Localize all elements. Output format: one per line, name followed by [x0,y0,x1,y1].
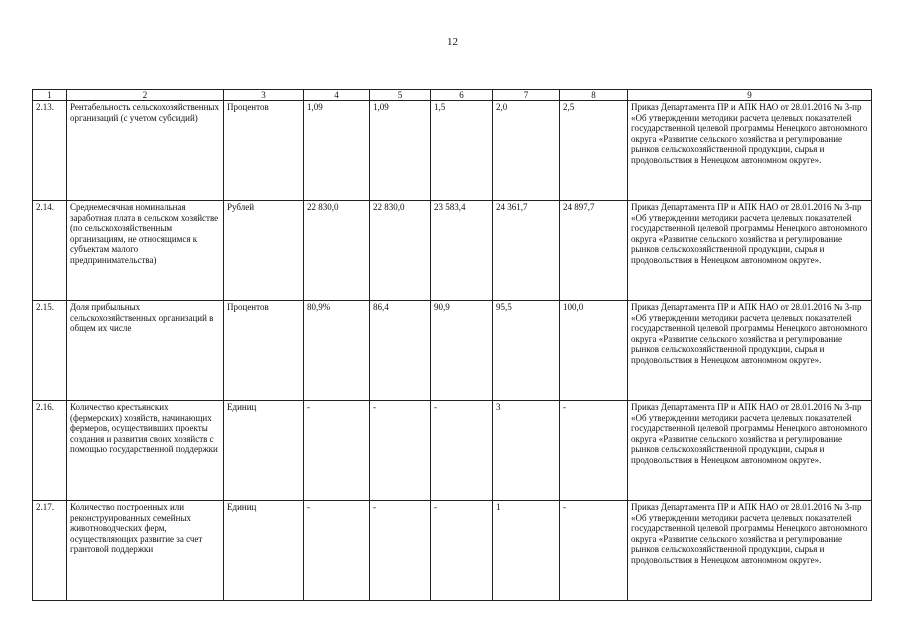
source-cell: Приказ Департамента ПР и АПК НАО от 28.01.2016 № 3-пр «Об утверждении методики расчета целевых показателей государственной целевой программы Ненецкого автономного округа «Развитие сельского хозяйства и регулирование рынков сельскохозяйственной продукции, сырья и продовольствия в Ненецком автономном округе». [628,301,872,401]
column-header: 5 [370,90,431,101]
unit-cell: Рублей [224,201,304,301]
column-header: 8 [560,90,628,101]
value-cell: 24 897,7 [560,201,628,301]
value-cell: 95,5 [493,301,560,401]
value-cell: - [431,501,493,601]
value-cell: 2,0 [493,101,560,201]
value-cell: - [304,401,370,501]
unit-cell: Единиц [224,401,304,501]
value-cell: 23 583,4 [431,201,493,301]
column-header: 1 [33,90,67,101]
source-cell: Приказ Департамента ПР и АПК НАО от 28.01.2016 № 3-пр «Об утверждении методики расчета целевых показателей государственной целевой программы Ненецкого автономного округа «Развитие сельского хозяйства и регулирование рынков сельскохозяйственной продукции, сырья и продовольствия в Ненецком автономном округе». [628,501,872,601]
value-cell: - [370,401,431,501]
row-number: 2.15. [33,301,67,401]
indicator-name: Количество крестьянских (фермерских) хозяйств, начинающих фермеров, осуществивших проекты создания и развития своих хозяйств с помощью государственной поддержки [67,401,224,501]
value-cell: 90,9 [431,301,493,401]
column-header: 3 [224,90,304,101]
unit-cell: Процентов [224,101,304,201]
value-cell: 1,09 [370,101,431,201]
column-header: 9 [628,90,872,101]
table-row [33,101,872,201]
table-row [33,201,872,301]
value-cell: 22 830,0 [370,201,431,301]
value-cell: 2,5 [560,101,628,201]
column-header: 7 [493,90,560,101]
value-cell: - [304,501,370,601]
header-row [33,90,872,101]
page-number: 12 [447,36,458,48]
indicators-table [32,89,872,601]
value-cell: 1,09 [304,101,370,201]
row-number: 2.14. [33,201,67,301]
value-cell: - [560,501,628,601]
unit-cell: Процентов [224,301,304,401]
source-cell: Приказ Департамента ПР и АПК НАО от 28.01.2016 № 3-пр «Об утверждении методики расчета целевых показателей государственной целевой программы Ненецкого автономного округа «Развитие сельского хозяйства и регулирование рынков сельскохозяйственной продукции, сырья и продовольствия в Ненецком автономном округе». [628,401,872,501]
value-cell: 80,9% [304,301,370,401]
value-cell: 24 361,7 [493,201,560,301]
source-cell: Приказ Департамента ПР и АПК НАО от 28.01.2016 № 3-пр «Об утверждении методики расчета целевых показателей государственной целевой программы Ненецкого автономного округа «Развитие сельского хозяйства и регулирование рынков сельскохозяйственной продукции, сырья и продовольствия в Ненецком автономном округе». [628,201,872,301]
value-cell: - [560,401,628,501]
unit-cell: Единиц [224,501,304,601]
value-cell: - [431,401,493,501]
value-cell: 1,5 [431,101,493,201]
table-row [33,401,872,501]
value-cell: 22 830,0 [304,201,370,301]
row-number: 2.13. [33,101,67,201]
column-header: 2 [67,90,224,101]
source-cell: Приказ Департамента ПР и АПК НАО от 28.01.2016 № 3-пр «Об утверждении методики расчета целевых показателей государственной целевой программы Ненецкого автономного округа «Развитие сельского хозяйства и регулирование рынков сельскохозяйственной продукции, сырья и продовольствия в Ненецком автономном округе». [628,101,872,201]
column-header: 4 [304,90,370,101]
column-header: 6 [431,90,493,101]
row-number: 2.16. [33,401,67,501]
value-cell: 1 [493,501,560,601]
indicator-name: Рентабельность сельскохозяйственных организаций (с учетом субсидий) [67,101,224,201]
value-cell: 86,4 [370,301,431,401]
indicator-name: Доля прибыльных сельскохозяйственных организаций в общем их числе [67,301,224,401]
row-number: 2.17. [33,501,67,601]
value-cell: 3 [493,401,560,501]
table-row [33,501,872,601]
table-row [33,301,872,401]
indicator-name: Среднемесячная номинальная заработная плата в сельском хозяйстве (по сельскохозяйственным организациям, не относящимся к субъектам малого предпринимательства) [67,201,224,301]
value-cell: - [370,501,431,601]
value-cell: 100,0 [560,301,628,401]
indicator-name: Количество построенных или реконструированных семейных животноводческих ферм, осуществляющих развитие за счет грантовой поддержки [67,501,224,601]
